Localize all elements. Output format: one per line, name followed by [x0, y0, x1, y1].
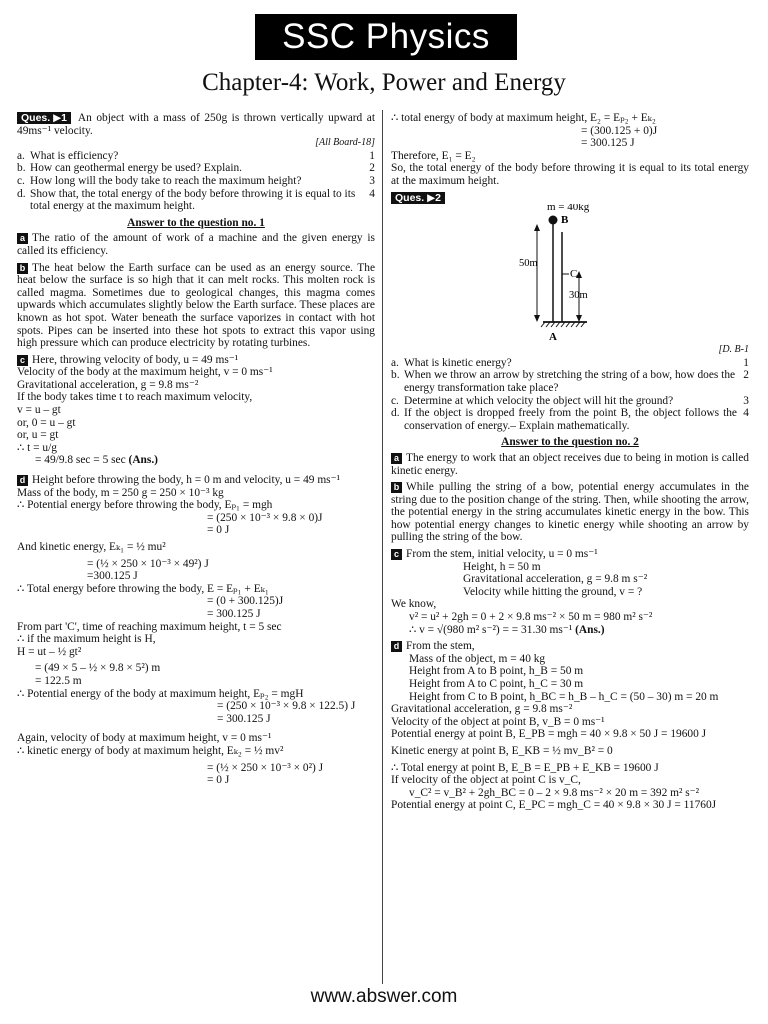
part-b-label: b — [17, 263, 28, 274]
answer-1b: b The heat below the Earth surface can be used as an energy source. The heat below the surface is so high that it can melt rocks. This molten rock is called magma. Sometimes due to geological changes, this magma comes upwards which accumulates slightly below the Earth surface. These places are known as hot spot. Water beneath the surface vaporizes in contact with hot spots. Pipes can be inserted into these hot spots to extract this vapor using high pressure which can produce electricity by rotating turbines. — [17, 261, 375, 350]
answer-mark: (Ans.) — [575, 623, 605, 636]
left-column — [17, 112, 375, 787]
question-item: a. What is efficiency? 1 — [17, 149, 375, 162]
answer-1c: c Here, throwing velocity of body, u = 49 ms⁻¹ Velocity of the body at the maximum height, v = 0 ms⁻¹ Gravitational acceleration, g = 9.8 ms⁻² If the body takes time t to reach maximum velocity, v = u – gt or, 0 = u – gt or, u = gt ∴ t = u/g = 49/9.8 sec = 5 sec (Ans.) — [17, 353, 273, 467]
question-item: b. When we throw an arrow by stretching the string of a bow, how does the energy transformation take place? 2 — [391, 369, 749, 394]
tower-diagram — [391, 204, 749, 344]
answer-1d: d Height before throwing the body, h = 0 m and velocity, u = 49 ms⁻¹ Mass of the body, m = 250 g = 250 × 10⁻³ kg ∴ Potential energy before throwing the body, Eₚ₁ = mgh = (250 × 10⁻³ × 9.8 × 0)J = 0 J And kinetic energy, Eₖ₁ = ½ mu² = (½ × 250 × 10⁻³ × 49²) J =300.125 J ∴ Total energy before throwing the body, E = Eₚ₁ + Eₖ₁ = (0 + 300.125)J = 300.125 J From part 'C', time of reaching maximum height, t = 5 sec ∴ if the maximum height is H, H = ut – ½ gt² = (49 × 5 – ½ × 9.8 × 5²) m = 122.5 m ∴ Potential energy of the body at maximum height, Eₚ₂ = mgH = (250 × 10⁻³ × 9.8 × 122.5) J = 300.125 J Again, velocity of body at maximum height, v = 0 ms⁻¹ ∴ kinetic energy of body at maximum height, Eₖ₂ = ½ mv² = (½ × 250 × 10⁻³ × 0²) J = 0 J — [17, 474, 356, 787]
tower-diagram-svg — [391, 204, 749, 344]
part-c-label: c — [391, 549, 402, 560]
question-1-board: [All Board-18] — [315, 137, 375, 149]
right-column: ∴ total energy of body at maximum height, E₂ = Eₚ₂ + Eₖ₂ = (300.125 + 0)J = 300.125 J Therefore, E₁ = E₂ So, the total energy of the body before throwing it is equal to its total energy at the maximum height. Ques. ▶2 m = 40kg B 50m C 30m A [D. B-1 a. What is kinetic energy? 1 b. When we throw an arrow by stretching the string of a bow, how does the energy transformation take place? 2 c. Determine at which velocity the object will hit the ground? 3 d. If the object is dropped freely from the point B, the object follows the conservation of energy.– Explain mathematically. 4 Answer to the question no. 2 a The energy to work that an object receives due to being in motion is called kinetic energy. b While pulling the string of a bow, potential energy accumulates in the string due to the position change of the string. Then, while shooting the arrow, the potential energy in the string accumulates kinetic energy in the bow. This how potential energy changes to kinetic energy while shooting an arrow by pulling the string of the bow. c From the stem, initial velocity, u = 0 ms⁻¹ Height, h = 50 m Gravitational acceleration, g = 9.8 m s⁻² Velocity while hitting the ground, v = ? We know, v² = u² + 2gh = 0 + 2 × 9.8 ms⁻² × 50 m = 980 m² s⁻² ∴ v = √(980 m² s⁻²) = = 31.30 ms⁻¹ (Ans.) d From the stem, Mass of the object, m = 40 kg Height from A to B point, h_B = 50 m Height from A to C point, h_C = 30 m Height from C to B point, h_BC = h_B – h_C = (50 – 30) m = 20 m Gravitational acceleration, g = 9.8 ms⁻² Velocity of the object at point B, v_B = 0 ms⁻¹ Potential energy at point B, E_PB = mgh = 40 × 9.8 × 50 J = 19600 J Kinetic energy at point B, E_KB = ½ mv_B² = 0 ∴ Total energy at point B, E_B = E_PB + E_KB = 19600 J If velocity of the object at point C is v_C, v_C² = v_B² + 2gh_BC = 0 – 2 × 9.8 ms⁻² × 20 m = 392 m² s⁻² Potential energy at point C, E_PC = mgh_C = 40 × 9.8 × 30 J = 11760J — [391, 112, 749, 812]
height-50-label: 50m — [519, 258, 538, 270]
diagram-label-b: B — [561, 214, 569, 227]
question-item: d. If the object is dropped freely from the point B, the object follows the conservation of energy.– Explain mathematically. 4 — [391, 407, 749, 432]
answer-2c: c From the stem, initial velocity, u = 0 ms⁻¹ Height, h = 50 m Gravitational acceleration, g = 9.8 m s⁻² Velocity while hitting the ground, v = ? We know, v² = u² + 2gh = 0 + 2 × 9.8 ms⁻² × 50 m = 980 m² s⁻² ∴ v = √(980 m² s⁻²) = = 31.30 ms⁻¹ (Ans.) — [391, 548, 653, 636]
chapter-title: Chapter-4: Work, Power and Energy — [202, 69, 566, 96]
diagram-mass-label: m = 40kg — [547, 204, 590, 214]
answer-1-heading: Answer to the question no. 1 — [127, 216, 265, 229]
question-item: d. Show that, the total energy of the body before throwing it is equal to its total energy at the maximum height. 4 — [17, 187, 375, 213]
answer-1a: a The ratio of the amount of work of a machine and the given energy is called its efficiency. — [17, 232, 375, 257]
point-b-dot — [549, 216, 558, 225]
part-d-label: d — [17, 475, 28, 486]
question-item: c. Determine at which velocity the object will hit the ground? 3 — [391, 394, 749, 407]
part-c-label: c — [17, 355, 28, 366]
question-2-tag: Ques. ▶2 — [391, 192, 445, 204]
question-item: c. How long will the body take to reach the maximum height? 3 — [17, 174, 375, 187]
question-item: b. How can geothermal energy be used? Explain. 2 — [17, 162, 375, 175]
book-title-banner: SSC Physics — [255, 14, 517, 60]
part-a-label: a — [391, 453, 402, 464]
question-2-board: [D. B-1 — [718, 344, 749, 356]
question-1-tag: Ques. ▶1 — [17, 112, 71, 124]
question-item: a. What is kinetic energy? 1 — [391, 356, 749, 369]
diagram-label-a: A — [549, 331, 557, 344]
diagram-label-c: C — [570, 268, 578, 281]
answer-2a: a The energy to work that an object receives due to being in motion is called kinetic energy. — [391, 451, 749, 477]
question-1-stem: Ques. ▶1 An object with a mass of 250g is thrown vertically upward at 49ms⁻¹ velocity. — [17, 112, 375, 137]
answer-mark: (Ans.) — [128, 454, 158, 467]
height-30-label: 30m — [569, 290, 588, 302]
question-2-items — [391, 357, 749, 433]
answer-2b: b While pulling the string of a bow, potential energy accumulates in the string due to the position change of the string. Then, while shooting the arrow, the potential energy in the string accumulates kinetic energy in the bow. This how potential energy changes to kinetic energy while shooting an arrow by pulling the string of the bow. — [391, 481, 749, 544]
answer-2d: d From the stem, Mass of the object, m = 40 kg Height from A to B point, h_B = 50 m Height from A to C point, h_C = 30 m Height from C to B point, h_BC = h_B – h_C = (50 – 30) m = 20 m Gravitational acceleration, g = 9.8 ms⁻² Velocity of the object at point B, v_B = 0 ms⁻¹ Potential energy at point B, E_PB = mgh = 40 × 9.8 × 50 J = 19600 J Kinetic energy at point B, E_KB = ½ mv_B² = 0 ∴ Total energy at point B, E_B = E_PB + E_KB = 19600 J If velocity of the object at point C is v_C, v_C² = v_B² + 2gh_BC = 0 – 2 × 9.8 ms⁻² × 20 m = 392 m² s⁻² Potential energy at point C, E_PC = mgh_C = 40 × 9.8 × 30 J = 11760J — [391, 640, 719, 812]
column-divider — [382, 110, 383, 984]
part-b-label: b — [391, 482, 402, 493]
footer-website: www.abswer.com — [310, 986, 458, 1007]
part-a-label: a — [17, 233, 28, 244]
question-1-items — [17, 150, 375, 213]
part-d-label: d — [391, 641, 402, 652]
answer-2-heading: Answer to the question no. 2 — [501, 436, 639, 449]
